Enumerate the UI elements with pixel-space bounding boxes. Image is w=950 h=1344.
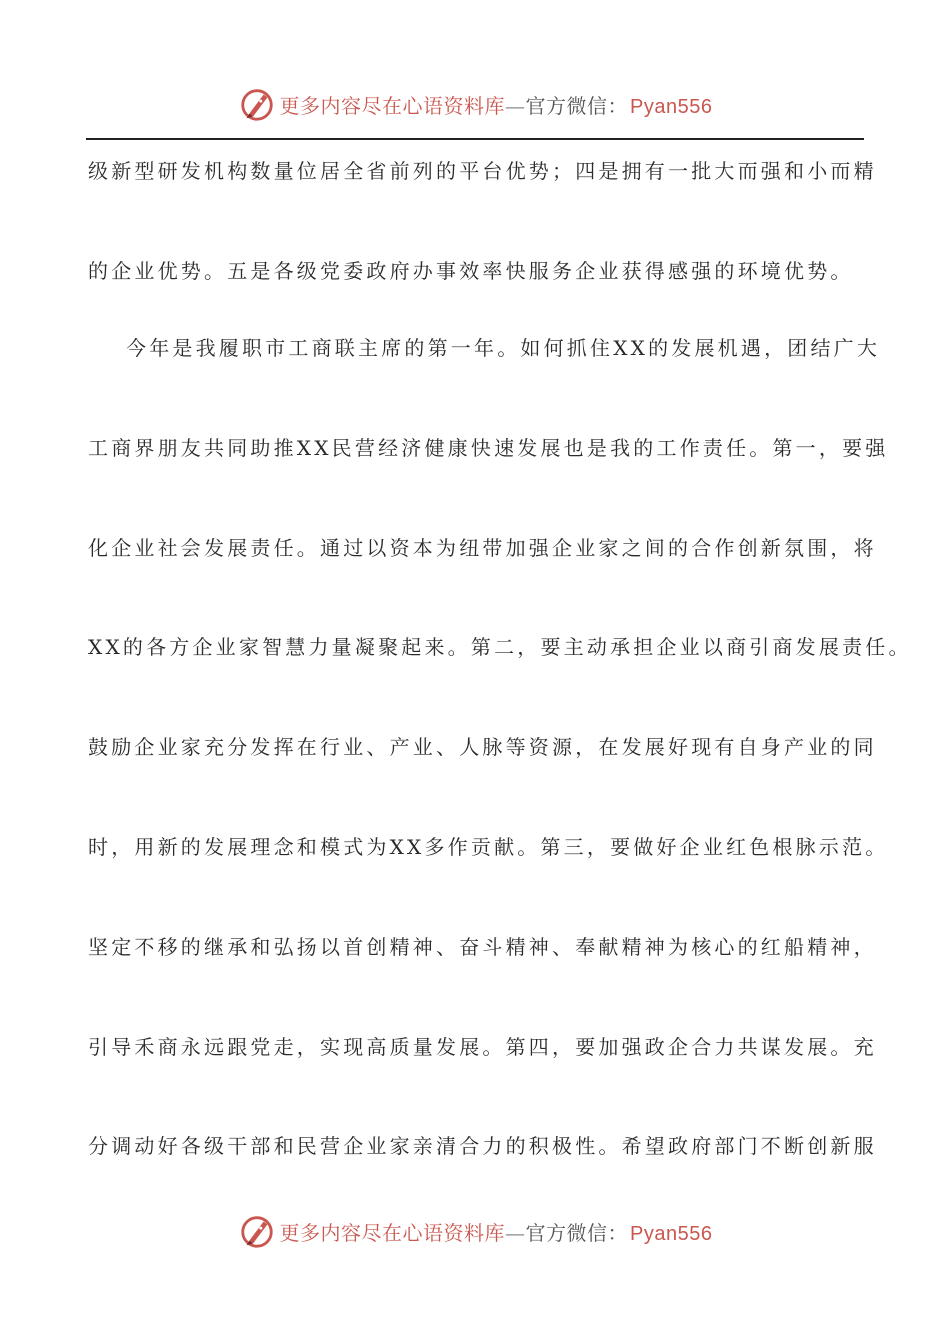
banner-text	[280, 1217, 713, 1246]
banner-slogan: 更多内容尽在心语资料库	[279, 93, 506, 118]
footer-banner	[0, 1211, 950, 1251]
header-banner	[0, 84, 950, 124]
text-line: 分调动好各级干部和民营企业家亲清合力的积极性。希望政府部门不断创新服	[88, 1134, 877, 1159]
text-line: 今年是我履职市工商联主席的第一年。如何抓住XX的发展机遇，团结广大	[126, 336, 881, 360]
pen-nib-icon	[238, 1212, 276, 1250]
text-line: 鼓励企业家充分发挥在行业、产业、人脉等资源，在发展好现有自身产业的同	[88, 735, 877, 760]
text-line: XX的各方企业家智慧力量凝聚起来。第二，要主动承担企业以商引商发展责任。	[88, 635, 912, 660]
banner-slogan: 更多内容尽在心语资料库	[279, 1220, 506, 1245]
header-divider	[86, 138, 864, 140]
text-line: 坚定不移的继承和弘扬以首创精神、奋斗精神、奉献精神为核心的红船精神，	[88, 934, 877, 959]
banner-wechat-label: 官方微信：	[525, 93, 629, 118]
text-line: 化企业社会发展责任。通过以资本为纽带加强企业家之间的合作创新氛围，将	[88, 535, 877, 560]
banner-separator: —	[505, 1220, 526, 1245]
banner-wechat-id: Pyan556	[630, 1222, 713, 1245]
banner-wechat-id: Pyan556	[630, 95, 713, 118]
text-line: 时，用新的发展理念和模式为XX多作贡献。第三，要做好企业红色根脉示范。	[88, 834, 889, 859]
pen-nib-icon	[238, 85, 276, 123]
banner-separator: —	[505, 93, 526, 118]
banner-text	[280, 90, 713, 119]
text-line: 引导禾商永远跟党走，实现高质量发展。第四，要加强政企合力共谋发展。充	[88, 1034, 877, 1059]
text-line: 级新型研发机构数量位居全省前列的平台优势；四是拥有一批大而强和小而精	[88, 159, 877, 183]
text-line: 的企业优势。五是各级党委政府办事效率快服务企业获得感强的环境优势。	[88, 259, 854, 283]
document-body	[88, 146, 912, 1221]
text-line: 工商界朋友共同助推XX民营经济健康快速发展也是我的工作责任。第一，要强	[88, 435, 889, 460]
banner-wechat-label: 官方微信：	[525, 1220, 629, 1245]
